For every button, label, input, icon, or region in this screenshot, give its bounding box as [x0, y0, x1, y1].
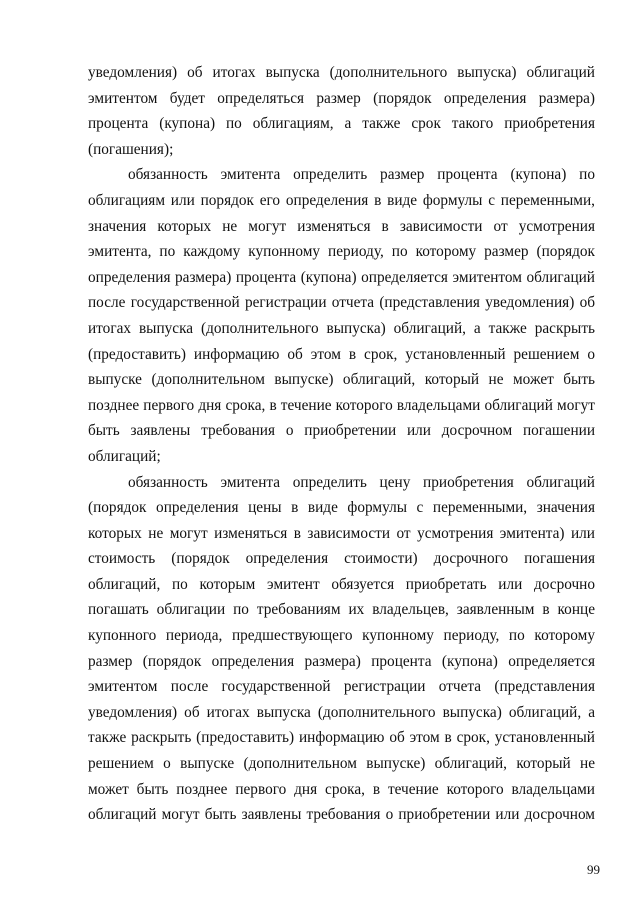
text-line: значения которых не могут изменяться в зависимости от усмотрения: [88, 217, 595, 235]
text-line: эмитентом будет определяться размер (порядок определения размера): [88, 89, 595, 107]
text-line: облигациям или порядок его определения в виде формулы с переменными,: [88, 191, 595, 209]
text-line: эмитентом после государственной регистрации отчета (представления: [88, 678, 595, 696]
text-line: облигаций, по которым эмитент обязуется приобретать или досрочно: [88, 575, 595, 593]
text-line: купонного периода, предшествующего купонному периоду, по которому: [88, 627, 595, 645]
text-line: процента (купона) по облигациям, а также срок такого приобретения: [88, 115, 595, 133]
text-line: уведомления) об итогах выпуска (дополнительного выпуска) облигаций: [88, 64, 595, 81]
text-line: облигаций;: [88, 447, 161, 465]
text-line: быть заявлены требования о приобретении или досрочном погашении: [88, 422, 595, 440]
text-line: итогах выпуска (дополнительного выпуска) облигаций, а также раскрыть: [88, 319, 595, 337]
text-line: после государственной регистрации отчета (представления уведомления) об: [88, 294, 595, 312]
paragraph-1: [88, 60, 595, 162]
text-line: эмитента, по каждому купонному периоду, по которому размер (порядок: [88, 243, 595, 261]
text-line: размер (порядок определения размера) процента (купона) определяется: [88, 652, 595, 670]
text-line: (погашения);: [88, 140, 174, 158]
text-line: (предоставить) информацию об этом в срок, установленный решением о: [88, 345, 595, 363]
text-line: (порядок определения цены в виде формулы с переменными, значения: [88, 499, 595, 517]
text-line: обязанность эмитента определить цену приобретения облигаций: [128, 473, 595, 491]
text-line: определения размера) процента (купона) определяется эмитентом облигаций: [88, 268, 595, 286]
text-line: позднее первого дня срока, в течение которого владельцами облигаций могут: [88, 396, 595, 414]
paragraph-3: [88, 470, 595, 828]
paragraph-2: [88, 162, 595, 469]
page-number: 99: [587, 862, 600, 877]
text-line: может быть позднее первого дня срока, в течение которого владельцами: [88, 780, 595, 798]
text-line: погашать облигации по требованиям их владельцев, заявленным в конце: [88, 601, 595, 619]
body-text: [88, 60, 595, 828]
text-line: уведомления) об итогах выпуска (дополнительного выпуска) облигаций, а: [88, 703, 595, 721]
text-line: обязанность эмитента определить размер процента (купона) по: [128, 166, 595, 184]
text-line: также раскрыть (предоставить) информацию об этом в срок, установленный: [88, 729, 595, 747]
text-line: облигаций могут быть заявлены требования о приобретении или досрочном: [88, 806, 595, 824]
text-line: выпуске (дополнительном выпуске) облигаций, который не может быть: [88, 371, 595, 389]
text-line: решением о выпуске (дополнительном выпуске) облигаций, который не: [88, 755, 595, 773]
text-line: стоимость (порядок определения стоимости) досрочного погашения: [88, 550, 595, 568]
text-line: которых не могут изменяться в зависимости от усмотрения эмитента) или: [88, 524, 595, 542]
